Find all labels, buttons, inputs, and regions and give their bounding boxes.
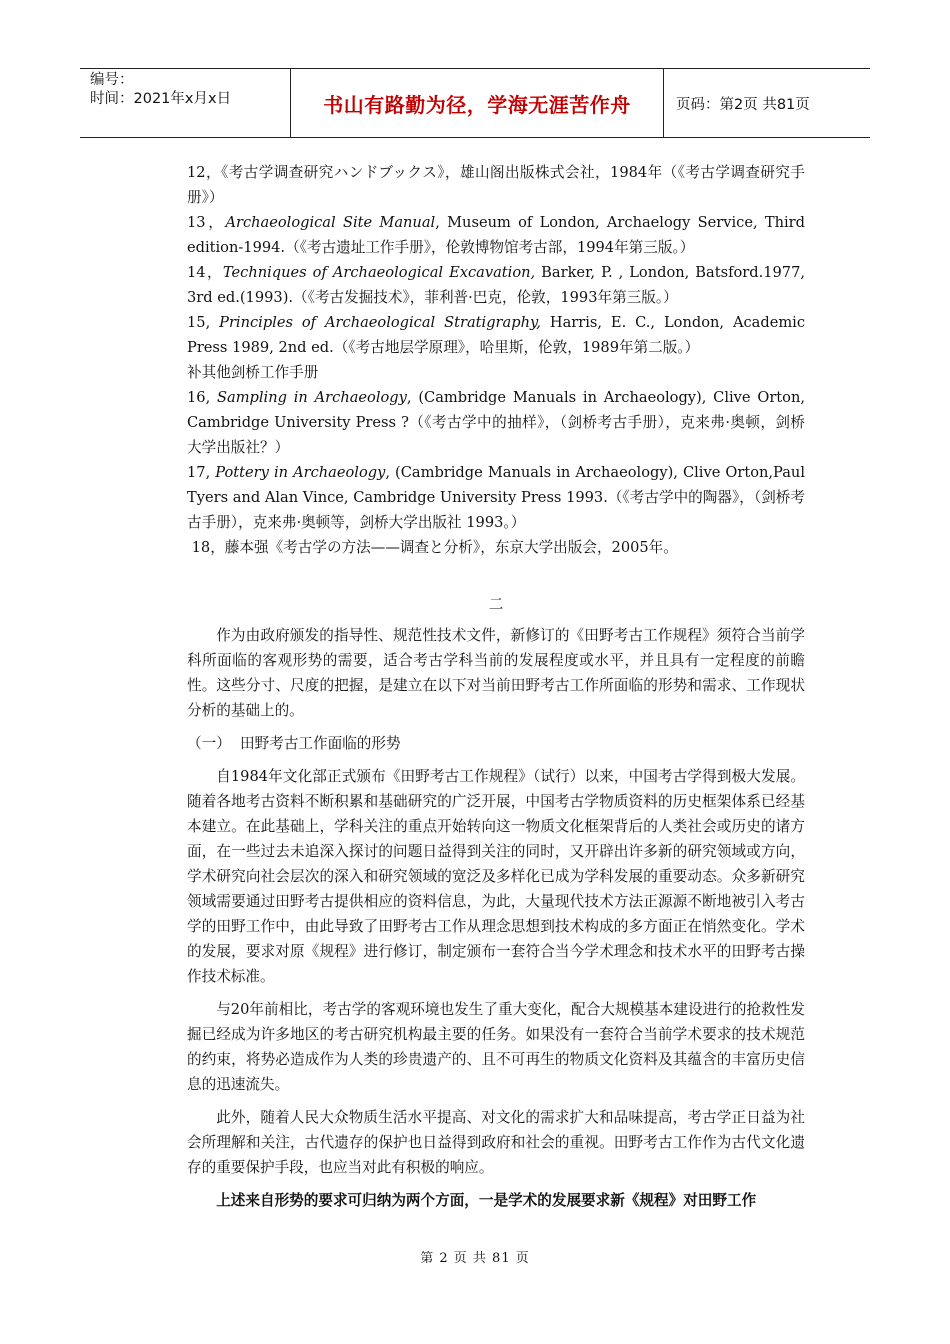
summary-paragraph: 上述来自形势的要求可归纳为两个方面，一是学术的发展要求新《规程》对田野工作 <box>216 1192 757 1209</box>
page-footer: 第 2 页 共 81 页 <box>420 1251 530 1266</box>
intro-paragraph: 作为由政府颁发的指导性、规范性技术文件，新修订的《田野考古工作规程》须符合当前学科所面临的客观形势的需要，适合考古学科当前的发展程度或水平，并且具有一定程度的前瞻性。这些分寸、尺度的把握，是建立在以下对当前田野考古工作所面临的形势和需求、工作现状分析的基础上的。 <box>187 627 805 719</box>
supplement-note: 补其他剑桥工作手册 <box>187 364 319 381</box>
serial-label: 编号： <box>90 72 134 88</box>
reference-item: 18，藤本强《考古学の方法——调查と分析》，东京大学出版会，2005年。 <box>187 539 678 556</box>
document-header <box>80 68 870 138</box>
body-paragraph: 此外，随着人民大众物质生活水平提高、对文化的需求扩大和品味提高，考古学正日益为社会所理解和关注，古代遗存的保护也日益得到政府和社会的重视。田野考古工作作为古代文化遗存的重要保护手段，也应当对此有积极的响应。 <box>187 1109 805 1176</box>
reference-list <box>187 160 805 560</box>
subsection-heading: （一） 田野考古工作面临的形势 <box>187 735 401 752</box>
document-body <box>187 160 805 1213</box>
body-paragraph: 自1984年文化部正式颁布《田野考古工作规程》（试行）以来，中国考古学得到极大发展。随着各地考古资料不断积累和基础研究的广泛开展，中国考古学物质资料的历史框架体系已经基本建立。在此基础上，学科关注的重点开始转向这一物质文化框架背后的人类社会或历史的诸方面，在一些过去未追深入探讨的问题日益得到关注的同时，又开辟出许多新的研究领域或方向，学术研究向社会层次的深入和研究领域的宽泛及多样化已成为学科发展的重要动态。众多新研究领域需要通过田野考古提供相应的资料信息，为此，大量现代技术方法正源源不断地被引入考古学的田野工作中，由此导致了田野考古工作从理念思想到技术构成的多方面正在悄然变化。学术的发展，要求对原《规程》进行修订，制定颁布一套符合当今学术理念和技术水平的田野考古操作技术标准。 <box>187 768 805 985</box>
reference-item: 15, Principles of Archaeological Stratigraphy, Harris, E. C., London, Academic Press 1989, 2nd ed.（《考古地层学原理》，哈里斯，伦敦，1989年第二版。） <box>187 314 806 356</box>
header-page-info: 页码：第2页 共81页 <box>676 96 810 113</box>
date-label: 时间：2021年x月x日 <box>90 91 232 107</box>
reference-item: 17, Pottery in Archaeology, (Cambridge Manuals in Archaeology), Clive Orton,Paul Tyers and Alan Vince, Cambridge University Press 1993.（《考古学中的陶器》，（剑桥考古手册），克来弗·奥顿等，剑桥大学出版社 1993。） <box>187 464 805 531</box>
reference-item: 12，《考古学调查研究ハンドブックス》，雄山阁出版株式会社，1984年（《考古学调查研究手册》） <box>187 164 805 206</box>
reference-item: 13，Archaeological Site Manual, Museum of London, Archaelogy Service, Third edition-1994.（《考古遗址工作手册》，伦敦博物馆考古部，1994年第三版。） <box>187 214 805 256</box>
reference-item: 16, Sampling in Archaeology, (Cambridge Manuals in Archaeology), Clive Orton, Cambridge University Press ?（《考古学中的抽样》，（剑桥考古手册），克来弗·奥顿，剑桥大学出版社？） <box>187 389 805 456</box>
header-motto: 书山有路勤为径，学海无涯苦作舟 <box>291 69 664 137</box>
header-meta <box>80 69 291 137</box>
body-paragraph: 与20年前相比，考古学的客观环境也发生了重大变化，配合大规模基本建设进行的抢救性发掘已经成为许多地区的考古研究机构最主要的任务。如果没有一套符合当前学术要求的技术规范的约束，将势必造成作为人类的珍贵遗产的、且不可再生的物质文化资料及其蕴含的丰富历史信息的迅速流失。 <box>187 1001 805 1093</box>
reference-item: 14，Techniques of Archaeological Excavation, Barker, P. , London, Batsford.1977, 3rd ed.(1993).（《考古发掘技术》，菲利普·巴克，伦敦，1993年第三版。） <box>187 264 806 306</box>
section-title: 二 <box>488 596 504 613</box>
